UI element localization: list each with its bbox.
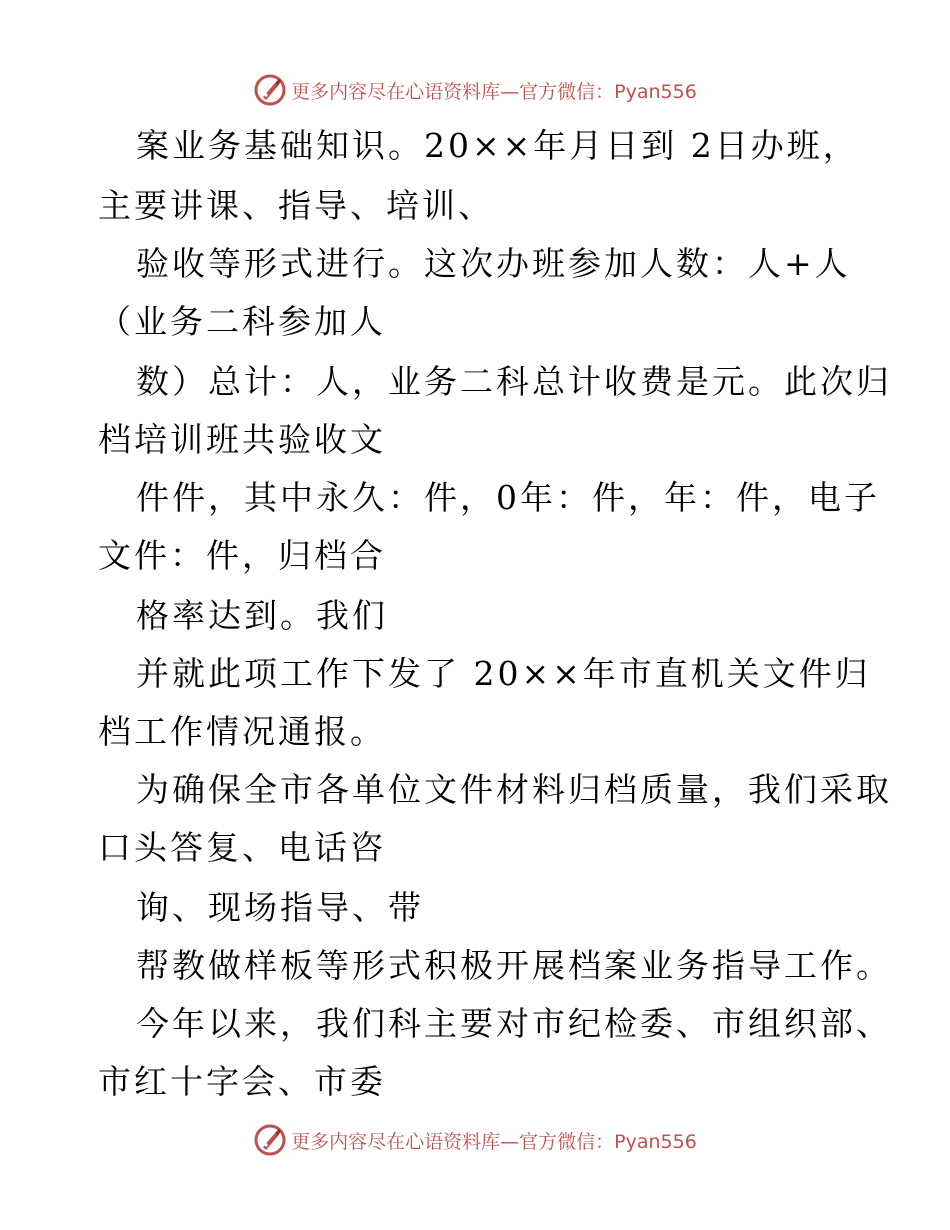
banner-slogan: 更多内容尽在心语资料库 (291, 80, 501, 103)
paragraph-line: 为确保全市各单位文件材料归档质量，我们采取 (136, 770, 892, 809)
paragraph-line: 验收等形式进行。这次办班参加人数：人+人 (136, 244, 851, 283)
paragraph-line: 今年以来，我们科主要对市纪检委、市组织部、 (136, 1004, 892, 1043)
paragraph-line: （业务二科参加人 (98, 302, 386, 341)
paragraph-line: 档培训班共验收文 (98, 420, 386, 459)
banner-contact: 官方微信：Pyan556 (519, 1130, 697, 1153)
paragraph-line: 件件，其中永久：件，0年：件，年：件，电子 (136, 478, 880, 517)
paragraph-line: 文件：件，归档合 (98, 536, 386, 575)
paragraph-line: 口头答复、电话咨 (98, 828, 386, 867)
banner-separator: — (500, 1130, 520, 1153)
pen-nib-seal-icon (253, 1123, 287, 1157)
paragraph-line: 案业务基础知识。20××年月日到 2日办班， (136, 126, 859, 165)
paragraph-line: 帮教做样板等形式积极开展档案业务指导工作。 (136, 946, 892, 985)
paragraph-line: 市红十字会、市委 (98, 1062, 386, 1101)
paragraph-line: 档工作情况通报。 (98, 712, 386, 751)
paragraph-line: 格率达到。我们 (136, 596, 388, 635)
paragraph-line: 主要讲课、指导、培训、 (98, 186, 494, 225)
paragraph-line: 询、现场指导、带 (136, 888, 424, 927)
banner-contact: 官方微信：Pyan556 (519, 80, 697, 103)
paragraph-line: 数）总计：人，业务二科总计收费是元。此次归 (136, 362, 892, 401)
paragraph-line: 并就此项工作下发了 20××年市直机关文件归 (136, 654, 871, 693)
banner-separator: — (500, 80, 520, 103)
footer-banner (0, 1122, 950, 1158)
banner-slogan: 更多内容尽在心语资料库 (291, 1130, 501, 1153)
banner-text (291, 1127, 697, 1154)
